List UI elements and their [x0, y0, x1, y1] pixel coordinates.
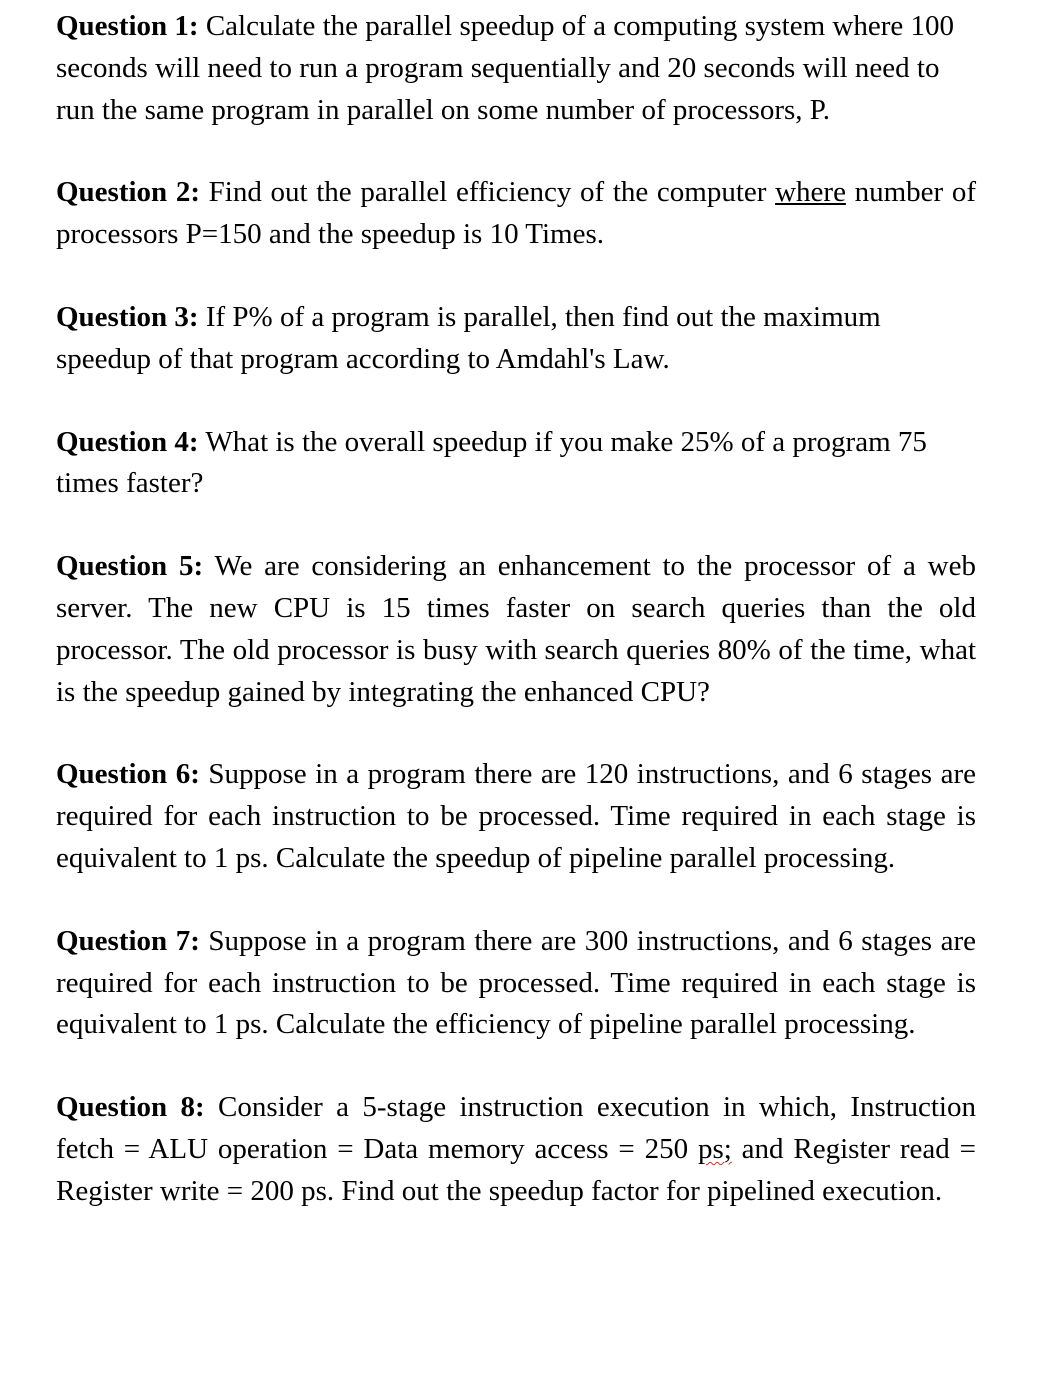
question-label: Question 8:: [56, 1091, 205, 1124]
question-3: [56, 297, 976, 381]
underlined-word: where: [775, 176, 846, 209]
question-label: Question 1:: [56, 10, 199, 42]
spellcheck-flagged-word[interactable]: ps;: [697, 1132, 732, 1165]
question-label: Question 5:: [56, 550, 204, 583]
question-2: [56, 172, 976, 256]
question-text: Find out the parallel efficiency of the computer: [200, 176, 776, 209]
question-7: [56, 921, 976, 1046]
question-label: Question 6:: [56, 758, 200, 791]
question-text-continued: and Register read = Register write = 200 ps. Find out the speedup factor for pipelined execution.: [56, 1132, 976, 1207]
question-text: Calculate the parallel speedup of a computing system where 100 seconds will need to run a program sequentially and 20 seconds will need to run the same program in parallel on some number of processors, P.: [56, 10, 954, 126]
question-text: Suppose in a program there are 300 instructions, and 6 stages are required for each instruction to be processed. Time required in each stage is equivalent to 1 ps. Calculate the efficiency of pipeline parallel processing.: [56, 924, 976, 1041]
question-4: [56, 422, 976, 506]
question-label: Question 7:: [56, 924, 200, 957]
question-1: [56, 6, 976, 131]
question-label: Question 2:: [56, 176, 201, 209]
question-label: Question 4:: [56, 425, 199, 458]
question-6: [56, 754, 976, 879]
question-text-continued: number of processors P=150 and the speedup is 10 Times.: [56, 176, 977, 251]
question-text: If P% of a program is parallel, then find out the maximum speedup of that program according to Amdahl's Law.: [56, 300, 881, 375]
question-text: We are considering an enhancement to the processor of a web server. The new CPU is 15 times faster on search queries than the old processor. The old processor is busy with search queries 80% of the time, what is the speedup gained by integrating the enhanced CPU?: [56, 550, 976, 708]
question-text: Consider a 5-stage instruction execution in which, Instruction fetch = ALU operation = Data memory access = 250: [56, 1091, 976, 1165]
question-8: [56, 1087, 976, 1212]
question-text: Suppose in a program there are 120 instructions, and 6 stages are required for each instruction to be processed. Time required in each stage is equivalent to 1 ps. Calculate the speedup of pipeline parallel processing.: [56, 758, 976, 874]
question-label: Question 3:: [56, 300, 199, 333]
document-page: [56, 6, 976, 1213]
question-text: What is the overall speedup if you make 25% of a program 75 times faster?: [56, 425, 927, 500]
question-5: [56, 546, 976, 713]
